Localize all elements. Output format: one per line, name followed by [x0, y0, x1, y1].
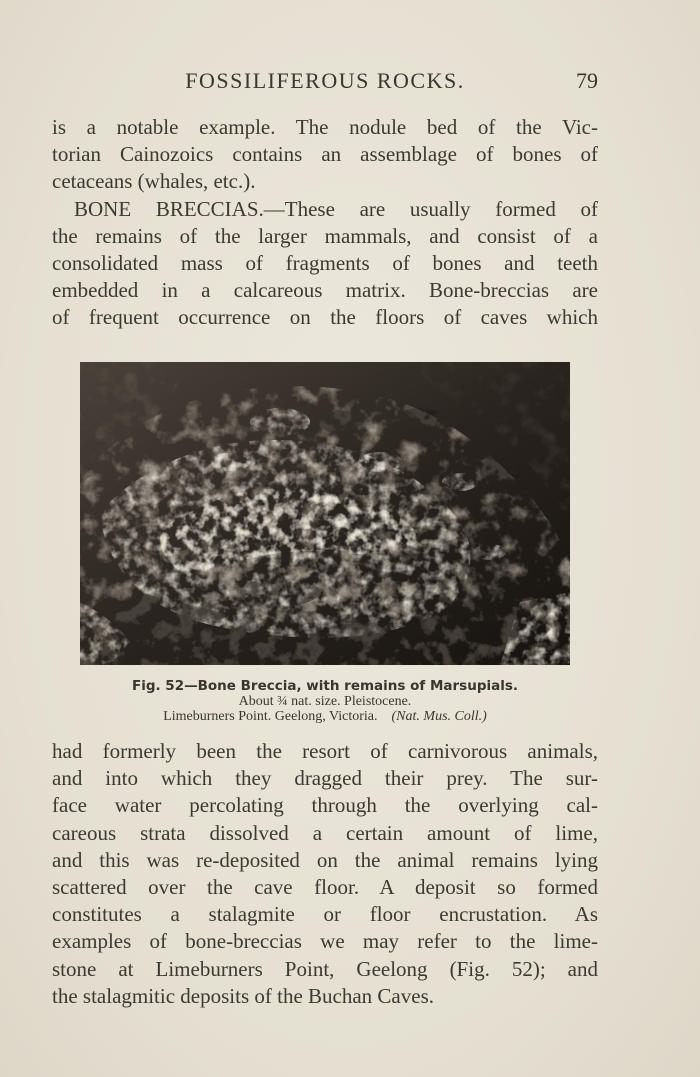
text-line: cetaceans (whales, etc.). — [52, 169, 256, 194]
text-line: careous strata dissolved a certain amount of lime, — [52, 820, 598, 845]
figure-caption-location — [60, 709, 590, 725]
text-line: the stalagmitic deposits of the Buchan Caves. — [52, 983, 434, 1008]
page-header — [52, 68, 598, 100]
text-line: consolidated mass of fragments of bones and teeth — [52, 250, 598, 275]
text-line: scattered over the cave floor. A deposit so formed — [52, 874, 598, 899]
text-before-figure — [52, 114, 598, 332]
caption-collection-text: (Nat. Mus. Coll.) — [391, 709, 487, 724]
bone-breccia-photograph — [80, 362, 570, 665]
page-number: 79 — [576, 68, 598, 93]
text-line: had formerly been the resort of carnivorous animals, — [52, 739, 598, 763]
text-line: of frequent occurrence on the floors of caves which — [52, 305, 598, 330]
running-head: FOSSILIFEROUS ROCKS. — [185, 68, 465, 93]
text-line: BONE BRECCIAS.—These are usually formed of — [74, 196, 598, 221]
text-line: and into which they dragged their prey. The sur- — [52, 766, 598, 791]
text-line: stone at Limeburners Point, Geelong (Fig. 52); and — [52, 956, 598, 981]
text-line: is a notable example. The nodule bed of the Vic- — [52, 115, 598, 139]
text-line: embedded in a calcareous matrix. Bone-breccias are — [52, 278, 598, 303]
text-line: examples of bone-breccias we may refer to the lime- — [52, 929, 598, 954]
text-after-figure — [52, 738, 598, 1010]
caption-location-text: Limeburners Point. Geelong, Victoria. — [163, 709, 378, 724]
photo-image — [80, 362, 570, 665]
text-line: the remains of the larger mammals, and consist of a — [52, 223, 598, 248]
figure-caption-title: Fig. 52—Bone Breccia, with remains of Marsupials. — [131, 678, 519, 694]
text-line: and this was re-deposited on the animal remains lying — [52, 847, 598, 872]
figure-caption-subtitle: About ¾ nat. size. Pleistocene. — [238, 694, 412, 709]
text-line: face water percolating through the overlying cal- — [52, 793, 598, 818]
text-line: torian Cainozoics contains an assemblage of bones of — [52, 142, 598, 167]
text-line: constitutes a stalagmite or floor encrustation. As — [52, 902, 598, 927]
